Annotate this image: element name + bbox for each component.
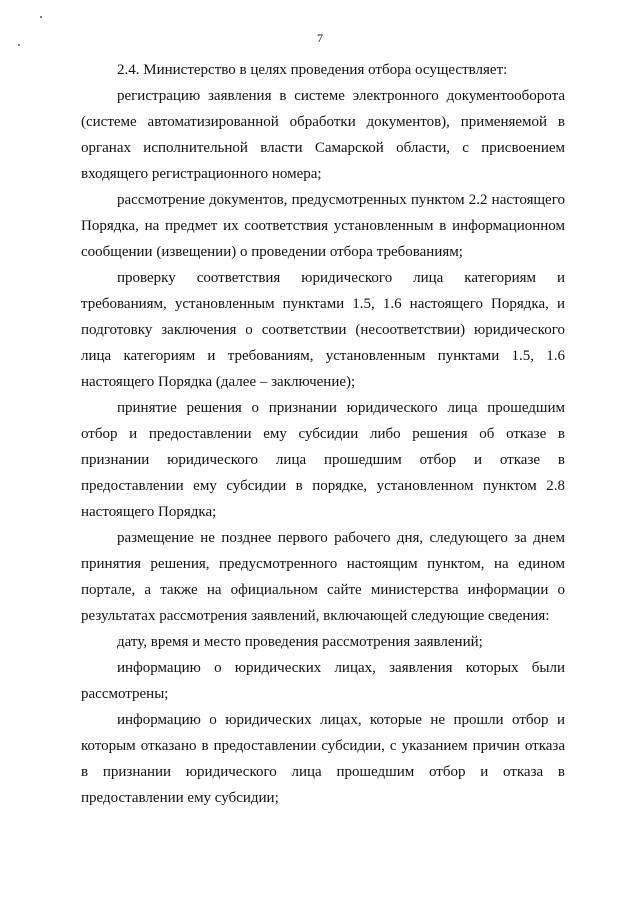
document-body xyxy=(81,57,565,811)
paragraph-date-time-place: дату, время и место проведения рассмотрения заявлений; xyxy=(117,634,483,650)
paragraph-rejected-entities: информацию о юридических лицах, которые не прошли отбор и которым отказано в предоставлении субсидии, с указанием причин отказа в признании юридического лица прошедшим отбор и отказа в предоставлении ему субсидии; xyxy=(81,712,565,806)
paragraph-compliance-check: проверку соответствия юридического лица категориям и требованиям, установленным пунктами 1.5, 1.6 настоящего Порядка, и подготовку заключения о соответствии (несоответствии) юридического лица категориям и требованиям, установленным пунктами 1.5, 1.6 настоящего Порядка (далее – заключение); xyxy=(81,270,565,390)
scan-speck xyxy=(40,16,42,18)
paragraph-reviewed-entities: информацию о юридических лицах, заявления которых были рассмотрены; xyxy=(81,660,565,702)
page-number: 7 xyxy=(317,31,323,45)
paragraph-decision: принятие решения о признании юридического лица прошедшим отбор и предоставлении ему субсидии либо решения об отказе в признании юридического лица прошедшим отбор и отказе в предоставлении ему субсидии в порядке, установленном пунктом 2.8 настоящего Порядка; xyxy=(81,400,565,520)
paragraph-2-4-heading: 2.4. Министерство в целях проведения отбора осуществляет: xyxy=(117,62,508,78)
paragraph-registration: регистрацию заявления в системе электронного документооборота (системе автоматизированной обработки документов), применяемой в органах исполнительной власти Самарской области, с присвоением входящего регистрационного номера; xyxy=(81,88,565,182)
paragraph-document-review: рассмотрение документов, предусмотренных пунктом 2.2 настоящего Порядка, на предмет их соответствия установленным в информационном сообщении (извещении) о проведении отбора требованиям; xyxy=(81,192,565,260)
paragraph-publication: размещение не позднее первого рабочего дня, следующего за днем принятия решения, предусмотренного настоящим пунктом, на едином портале, а также на официальном сайте министерства информации о результатах рассмотрения заявлений, включающей следующие сведения: xyxy=(81,530,565,624)
